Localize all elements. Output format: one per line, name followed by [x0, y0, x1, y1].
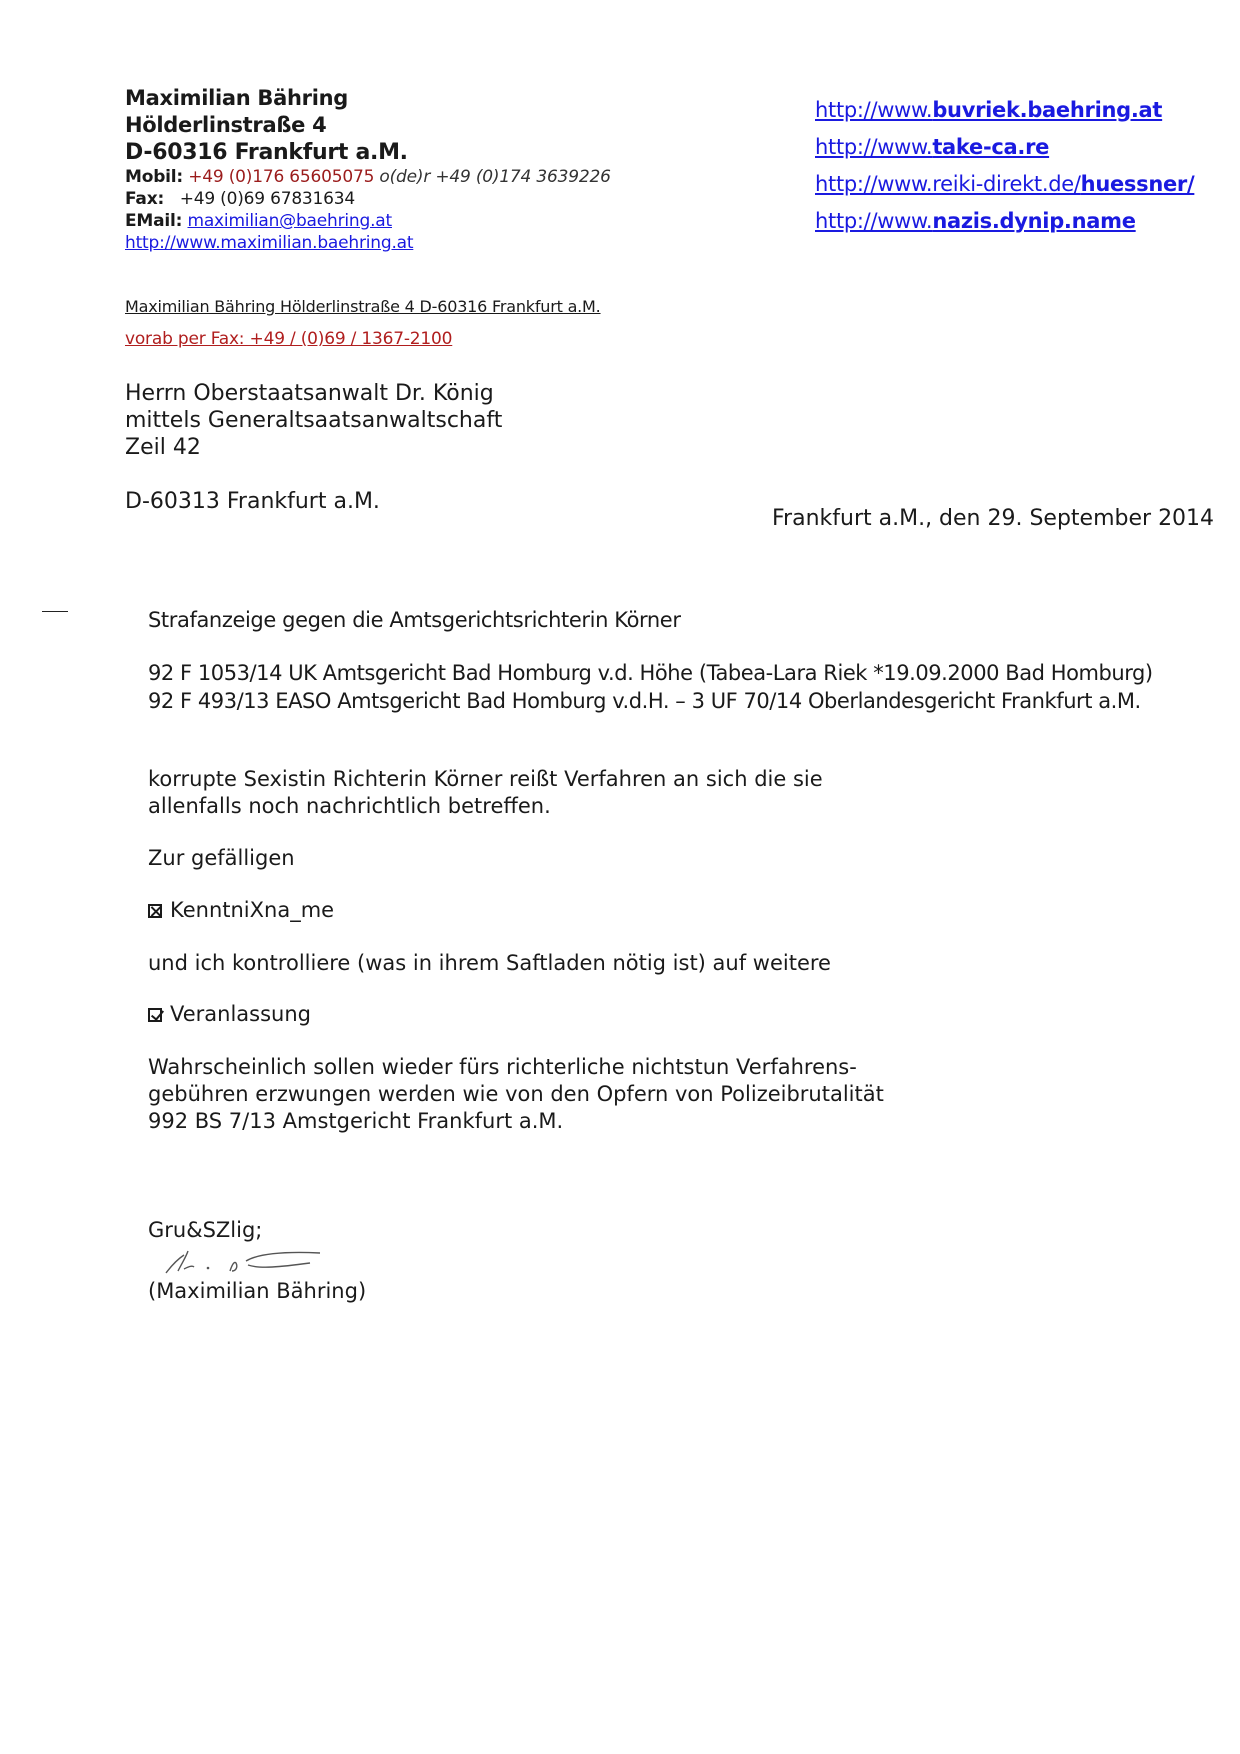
body-paragraph-4	[148, 1054, 884, 1135]
body-paragraph-3: und ich kontrolliere (was in ihrem Saftladen nötig ist) auf weitere	[148, 951, 831, 975]
letter-date: Frankfurt a.M., den 29. September 2014	[772, 506, 1215, 531]
checkmark-box-icon	[148, 1008, 162, 1022]
email-link[interactable]: maximilian@baehring.at	[187, 211, 392, 231]
signature-name: (Maximilian Bähring)	[148, 1279, 367, 1303]
return-address: Maximilian Bähring Hölderlinstraße 4 D-60316 Frankfurt a.M.	[125, 297, 601, 316]
link-buvriek[interactable]: http://www.buvriek.baehring.at	[815, 98, 1163, 122]
mobile-number-1: +49 (0)176 65605075	[188, 167, 375, 187]
closing-greeting: Gru&SZlig;	[148, 1218, 263, 1242]
sender-name: Maximilian Bähring	[125, 86, 348, 110]
link-nazis-dynip[interactable]: http://www.nazis.dynip.name	[815, 209, 1136, 233]
reference-line-2: 92 F 493/13 EASO Amtsgericht Bad Homburg v.d.H. – 3 UF 70/14 Oberlandesgericht Frankfurt a.M.	[148, 689, 1141, 713]
sender-block	[125, 88, 611, 252]
checkbox-item-2	[148, 1001, 311, 1028]
sender-mobile-line	[125, 169, 611, 186]
recipient-line-2: mittels Generaltsaatsanwaltschaft	[125, 408, 503, 433]
checkbox-label-1: KenntniXna_me	[170, 898, 335, 922]
link-reiki-direkt[interactable]: http://www.reiki-direkt.de/huessner/	[815, 172, 1195, 196]
body-paragraph-1	[148, 766, 823, 820]
recipient-city: D-60313 Frankfurt a.M.	[125, 489, 380, 514]
fax-label: Fax:	[125, 189, 165, 209]
body-p4-line-2: gebühren erzwungen werden wie von den Opfern von Polizeibrutalität	[148, 1082, 884, 1106]
recipient-line-3: Zeil 42	[125, 435, 201, 460]
fold-mark	[42, 611, 68, 612]
recipient-address	[125, 380, 502, 461]
fax-number: +49 (0)69 67831634	[179, 189, 356, 209]
checked-box-x-icon	[148, 904, 162, 918]
body-p1-line-1: korrupte Sexistin Richterin Körner reißt Verfahren an sich die sie	[148, 767, 823, 791]
body-paragraph-2: Zur gefälligen	[148, 846, 295, 870]
recipient-line-1: Herrn Oberstaatsanwalt Dr. König	[125, 381, 494, 406]
sender-street: Hölderlinstraße 4	[125, 113, 327, 137]
link-list	[815, 98, 1194, 246]
body-p4-line-3: 992 BS 7/13 Amstgericht Frankfurt a.M.	[148, 1109, 564, 1133]
fax-notice: vorab per Fax: +49 / (0)69 / 1367-2100	[125, 329, 453, 349]
checkbox-label-2: Veranlassung	[170, 1002, 312, 1026]
sender-email-line	[125, 213, 611, 230]
reference-line-1: 92 F 1053/14 UK Amtsgericht Bad Homburg v.d. Höhe (Tabea-Lara Riek *19.09.2000 Bad Homburg)	[148, 661, 1153, 685]
mobile-separator: o(de)r	[379, 167, 431, 187]
sender-web-line	[125, 235, 611, 252]
sender-city: D-60316 Frankfurt a.M.	[125, 140, 408, 165]
mobile-label: Mobil:	[125, 167, 184, 187]
body-p4-line-1: Wahrscheinlich sollen wieder fürs richterliche nichtstun Verfahrens-	[148, 1055, 857, 1079]
website-link[interactable]: http://www.maximilian.baehring.at	[125, 233, 414, 253]
email-label: EMail:	[125, 211, 183, 231]
body-p1-line-2: allenfalls noch nachrichtlich betreffen.	[148, 794, 551, 818]
link-take-care[interactable]: http://www.take-ca.re	[815, 135, 1050, 159]
handwritten-signature	[160, 1245, 335, 1279]
mobile-number-2: +49 (0)174 3639226	[435, 167, 611, 187]
sender-fax-line	[125, 191, 611, 208]
checkbox-item-1	[148, 897, 334, 924]
subject-line: Strafanzeige gegen die Amtsgerichtsrichterin Körner	[148, 608, 681, 632]
